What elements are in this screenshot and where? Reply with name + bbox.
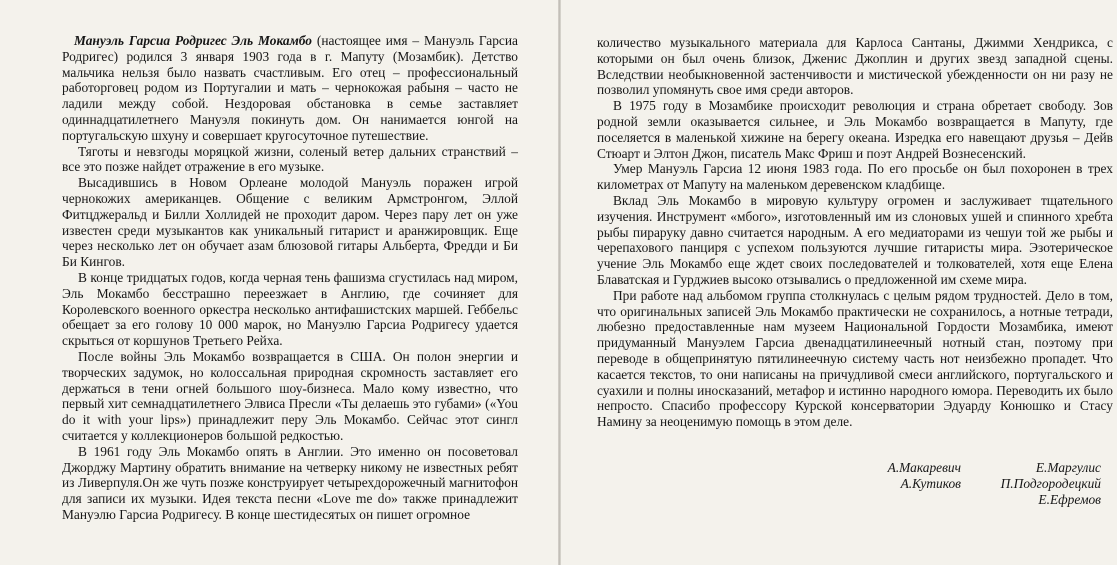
paragraph-5: После войны Эль Мокамбо возвращается в США. Он полон энергии и творческих задумок, но колоссальная природная скромность заставляет его держаться в тени огней большого шоу-бизнеса. Мало кому известно, что первый хит семнадцатилетнего Элвиса Пресли «Ты делаешь это губами» («You do it with your lips») принадлежит перу Эль Мокамбо. Сейчас этот сингл считается у коллекционеров большой редкостью. <box>62 348 518 443</box>
signature-column-1 <box>861 460 961 492</box>
paragraph-3: Высадившись в Новом Орлеане молодой Мануэль поражен игрой чернокожих американцев. Общение с великим Армстронгом, Эллой Фитцджеральд и Билли Холлидей не проходит даром. Через пару лет он уже известен среди музыкантов как уникальный гитарист и аранжировщик. Еще через несколько лет он обучает азам блюзовой гитары Альберта, Фредди и Би Би Кингов. <box>62 175 518 270</box>
signature-efremov: Е.Ефремов <box>1038 491 1101 507</box>
right-page <box>561 0 1117 565</box>
signature-column-2 <box>971 460 1101 507</box>
paragraph-11: При работе над альбомом группа столкнулась с целым рядом трудностей. Дело в том, что оригинальных записей Эль Мокамбо практически не сохранилось, а нотные тетради, любезно предоставленные нам музеем Национальной Гордости Мозамбика, имеют придуманный Мануэлем Гарсиа двенадцатилинеечный нотный стан, поэтому при переводе в общепринятую пятилинеечную систему часть нот неизбежно пропадет. Что касается текстов, то они написаны на причудливой смеси английского, португальского и суахили и полны иносказаний, метафор и истинно народного юмора. Переводить их было непросто. Спасибо профессору Курской консерватории Эдуарду Конюшко и Стасу Намину за неоценимую помощь в этом деле. <box>597 287 1113 430</box>
signature-makarevich: А.Макаревич <box>887 460 961 475</box>
signature-margulis: Е.Маргулис <box>1035 460 1101 475</box>
paragraph-8: В 1975 году в Мозамбике происходит революция и страна обретает свободу. Зов родной земли оказывается сильнее, и Эль Мокамбо возвращается в Мапуту, где поселяется в маленькой хижине на берегу океана. Изредка его навещают друзья – Дейв Стюарт и Элтон Джон, писатель Макс Фриш и поэт Андрей Вознесенский. <box>597 98 1113 161</box>
paragraph-7: количество музыкального материала для Карлоса Сантаны, Джимми Хендрикса, с которыми он был очень близок, Дженис Джоплин и других звезд западной сцены. Вследствии необыкновенной застенчивости и мистической убежденности он ни разу не позволил упомянуть свое имя среди авторов. <box>597 35 1113 98</box>
paragraph-9: Умер Мануэль Гарсиа 12 июня 1983 года. По его просьбе он был похоронен в трех километрах от Мапуту на маленьком деревенском кладбище. <box>597 161 1113 193</box>
paragraph-4: В конце тридцатых годов, когда черная тень фашизма сгустилась над миром, Эль Мокамбо бесстрашно переезжает в Англию, где сочиняет для Королевского военного оркестра несколько антифашистских маршей. Геббельс обещает за его голову 10 000 марок, но Мануэлю Гарсиа Родригесу удается скрыться от коршунов Третьего Рейха. <box>62 269 518 349</box>
lead-name: Мануэль Гарсиа Родригес Эль Мокамбо <box>74 33 312 48</box>
paragraph-1 <box>62 33 518 144</box>
signature-podgorodetsky: П.Подгородецкий <box>1000 475 1101 491</box>
paragraph-10: Вклад Эль Мокамбо в мировую культуру огромен и заслуживает тщательного изучения. Инструмент «мбого», изготовленный им из слоновых ушей и спинного хребта рыбы пираруку давно считается народным. А его медиаторами из чешуи той же рыбы и черепахового панциря с успехом пользуются лучшие гитаристы мира. Эзотерическое учение Эль Мокамбо еще ждет своих последователей и толкователей, хотя еще Елена Блаватская и Гурджиев высоко отзывались о предложенной им схеме мира. <box>597 192 1113 287</box>
paragraph-1-text: (настоящее имя – Мануэль Гарсиа Родригес) родился 3 января 1903 года в г. Мапуту (Мозамбик). Детство мальчика нельзя было назвать счастливым. Его отец – профессиональный работорговец родом из Португалии и мать – чернокожая рабыня – часто не ладили между собой. Нездоровая обстановка в семье заставляет одиннадцатилетнего Мануэля покинуть дом. Он нанимается юнгой на португальскую шхуну и совершает кругосуточное путешествие. <box>62 33 518 143</box>
signature-kutikov: А.Кутиков <box>900 475 961 491</box>
left-page <box>0 0 558 565</box>
paragraph-6: В 1961 году Эль Мокамбо опять в Англии. Это именно он посоветовал Джорджу Мартину обратить внимание на четверку никому не известных ребят из Ливерпуля.Он же чуть позже конструирует четырехдорожечный магнитофон для записи их музыки. Идея текста песни «Love me do» также принадлежит Мануэлю Гарсиа Родригесу. В конце шестидесятых он пишет огромное <box>62 443 518 522</box>
paragraph-2: Тяготы и невзгоды моряцкой жизни, соленый ветер дальних странствий – все это позже найдет отражение в его музыке. <box>62 143 518 175</box>
